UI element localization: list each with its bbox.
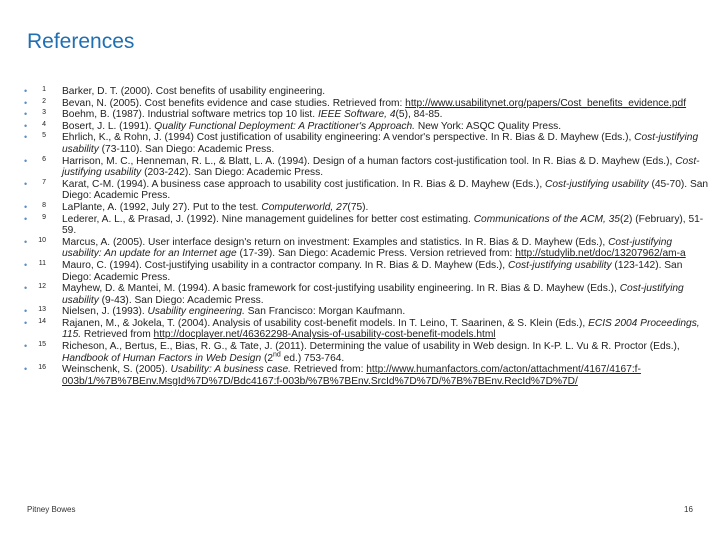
reference-text: (73-110). San Diego: Academic Press. bbox=[98, 143, 275, 155]
reference-item bbox=[24, 237, 714, 260]
reference-number: 13 bbox=[38, 306, 46, 314]
reference-number: 6 bbox=[42, 155, 46, 163]
reference-superscript: nd bbox=[273, 351, 281, 359]
reference-text: Retrieved from bbox=[81, 329, 154, 341]
bullet-icon: • bbox=[24, 86, 28, 96]
reference-italic: Handbook of Human Factors in Web Design bbox=[62, 352, 262, 364]
bullet-icon: • bbox=[24, 236, 28, 247]
reference-text: (2) (February), 51-59. bbox=[62, 213, 704, 237]
reference-number: 4 bbox=[42, 120, 46, 128]
reference-item bbox=[24, 156, 714, 179]
reference-item bbox=[24, 121, 714, 133]
bullet-icon: • bbox=[24, 120, 28, 131]
reference-item bbox=[24, 214, 714, 237]
page-number: 16 bbox=[684, 505, 693, 514]
reference-list bbox=[24, 86, 714, 387]
bullet-icon: • bbox=[24, 306, 28, 317]
bullet-icon: • bbox=[24, 132, 28, 143]
reference-number: 12 bbox=[38, 283, 46, 291]
bullet-icon: • bbox=[24, 213, 28, 224]
bullet-icon: • bbox=[24, 317, 28, 328]
bullet-icon: • bbox=[24, 178, 28, 189]
reference-text: (123-142). San Diego: Academic Press. bbox=[62, 259, 683, 283]
page-title: References bbox=[27, 30, 135, 53]
reference-text: Bosert, J. L. (1991). bbox=[62, 120, 155, 132]
reference-number: 5 bbox=[42, 132, 46, 140]
bullet-icon: • bbox=[24, 259, 28, 270]
reference-item bbox=[24, 260, 714, 283]
reference-text: Marcus, A. (2005). User interface design's return on investment: Examples and statistics. In R. Bias & D. Mayhew (Eds.), bbox=[62, 236, 609, 248]
bullet-icon: • bbox=[24, 283, 28, 294]
footer-company: Pitney Bowes bbox=[27, 505, 76, 514]
reference-italic: Quality Functional Deployment: A Practitioner's Approach. bbox=[154, 120, 416, 132]
reference-number: 14 bbox=[38, 317, 46, 325]
reference-text: LaPlante, A. (1992, July 27). Put to the test. bbox=[62, 201, 262, 213]
bullet-icon: • bbox=[24, 201, 28, 212]
reference-text: Ehrlich, K., & Rohn, J. (1994) Cost justification of usability engineering: A vendor's perspective. In R. Bias & D. Mayhew (Eds.), bbox=[62, 132, 635, 144]
reference-text: Karat, C-M. (1994). A business case approach to usability cost justification. In R. Bias & D. Mayhew (Eds.), bbox=[62, 178, 545, 190]
reference-link[interactable]: http://studylib.net/doc/13207962/am-a bbox=[515, 248, 686, 260]
reference-number: 8 bbox=[42, 201, 46, 209]
reference-text: ed.) 753-764. bbox=[280, 352, 345, 364]
reference-item bbox=[24, 179, 714, 202]
reference-italic: Cost-justifying usability bbox=[62, 283, 684, 306]
reference-text: (45-70). San Diego: Academic Press. bbox=[62, 178, 709, 202]
reference-text: Mauro, C. (1994). Cost-justifying usability in a contractor company. In R. Bias & D. Mayhew (Eds.), bbox=[62, 259, 508, 271]
reference-italic: Cost-justifying usability bbox=[544, 178, 649, 190]
reference-text: (5), 84-85. bbox=[395, 109, 443, 121]
reference-number: 10 bbox=[38, 236, 46, 244]
reference-text: (9-43). San Diego: Academic Press. bbox=[98, 294, 264, 306]
reference-item bbox=[24, 364, 714, 387]
reference-item bbox=[24, 202, 714, 214]
reference-text: Rajanen, M., & Jokela, T. (2004). Analysis of usability cost-benefit models. In T. Leino, T. Saarinen, & S. Klein (Eds.), bbox=[62, 317, 589, 329]
reference-item bbox=[24, 98, 714, 110]
reference-text: Nielsen, J. (1993). bbox=[62, 306, 148, 318]
bullet-icon: • bbox=[24, 109, 28, 120]
reference-text: (203-242). San Diego: Academic Press. bbox=[141, 167, 324, 179]
reference-text: Weinschenk, S. (2005). bbox=[62, 364, 171, 376]
reference-italic: Usability: A business case. bbox=[170, 364, 291, 376]
reference-number: 2 bbox=[42, 97, 46, 105]
reference-text: Lederer, A. L., & Prasad, J. (1992). Nine management guidelines for better cost estimating. bbox=[62, 213, 474, 225]
reference-italic: IEEE Software, 4 bbox=[317, 109, 396, 121]
reference-link[interactable]: http://docplayer.net/46362298-Analysis-of-usability-cost-benefit-models.html bbox=[153, 329, 496, 341]
reference-italic: Cost-justifying usability: An update for an Internet age bbox=[62, 236, 673, 260]
reference-italic: Cost-justifying usability bbox=[507, 259, 612, 271]
bullet-icon: • bbox=[24, 364, 28, 375]
reference-link[interactable]: http://www.usabilitynet.org/papers/Cost_benefits_evidence.pdf bbox=[405, 97, 687, 109]
reference-text: Harrison, M. C., Henneman, R. L., & Blatt, L. A. (1994). Design of a human factors cost-justification tool. In R. Bias & D. Mayhew (Eds.), bbox=[62, 155, 676, 167]
reference-number: 16 bbox=[38, 364, 46, 372]
reference-number: 15 bbox=[38, 341, 46, 349]
reference-italic: Cost-justifying usability bbox=[62, 155, 700, 179]
reference-text: San Francisco: Morgan Kaufmann. bbox=[244, 306, 406, 318]
reference-item bbox=[24, 86, 714, 98]
reference-item bbox=[24, 132, 714, 155]
reference-item bbox=[24, 306, 714, 318]
reference-item bbox=[24, 318, 714, 341]
reference-italic: Usability engineering. bbox=[147, 306, 245, 318]
reference-text: Mayhew, D. & Mantei, M. (1994). A basic framework for cost-justifying usability engineering. In R. Bias & D. Mayhew (Eds.), bbox=[62, 283, 620, 295]
reference-number: 9 bbox=[42, 213, 46, 221]
reference-italic: Computerworld, 27 bbox=[261, 201, 348, 213]
reference-number: 3 bbox=[42, 109, 46, 117]
reference-text: Boehm, B. (1987). Industrial software metrics top 10 list. bbox=[62, 109, 318, 121]
reference-item bbox=[24, 341, 714, 364]
reference-text: Bevan, N. (2005). Cost benefits evidence and case studies. Retrieved from: bbox=[62, 97, 406, 109]
bullet-icon: • bbox=[24, 97, 28, 108]
reference-text: (2 bbox=[261, 352, 274, 364]
reference-item bbox=[24, 283, 714, 306]
reference-italic: Cost-justifying usability bbox=[62, 132, 699, 155]
reference-text: Barker, D. T. (2000). Cost benefits of usability engineering. bbox=[62, 86, 326, 97]
reference-text: (17-39). San Diego: Academic Press. Version retrieved from: bbox=[236, 248, 516, 260]
bullet-icon: • bbox=[24, 341, 28, 352]
reference-link[interactable]: http://www.humanfactors.com/acton/attachment/4167/4167:f-003b/1/%7B%7BEnv.MsgId%7D%7D/Bdc4167:f-003b/%7B%7BEnv.SrcId%7D%7D/%7B%7BEnv.RecId%7D%7D/ bbox=[62, 364, 641, 387]
bullet-icon: • bbox=[24, 155, 28, 166]
reference-text: New York: ASQC Quality Press. bbox=[415, 120, 562, 132]
reference-text: (75). bbox=[347, 201, 369, 213]
reference-number: 7 bbox=[42, 178, 46, 186]
reference-text: Richeson, A., Bertus, E., Bias, R. G., & Tate, J. (2011). Determining the value of usability in Web design. In K-P. L. Vu & R. Proctor (Eds.), bbox=[62, 341, 680, 353]
reference-item bbox=[24, 109, 714, 121]
reference-number: 1 bbox=[42, 86, 46, 93]
reference-number: 11 bbox=[38, 259, 46, 267]
reference-italic: ECIS 2004 Proceedings, 115. bbox=[62, 317, 700, 341]
reference-italic: Communications of the ACM, 35 bbox=[473, 213, 620, 225]
reference-text: Retrieved from: bbox=[290, 364, 367, 376]
